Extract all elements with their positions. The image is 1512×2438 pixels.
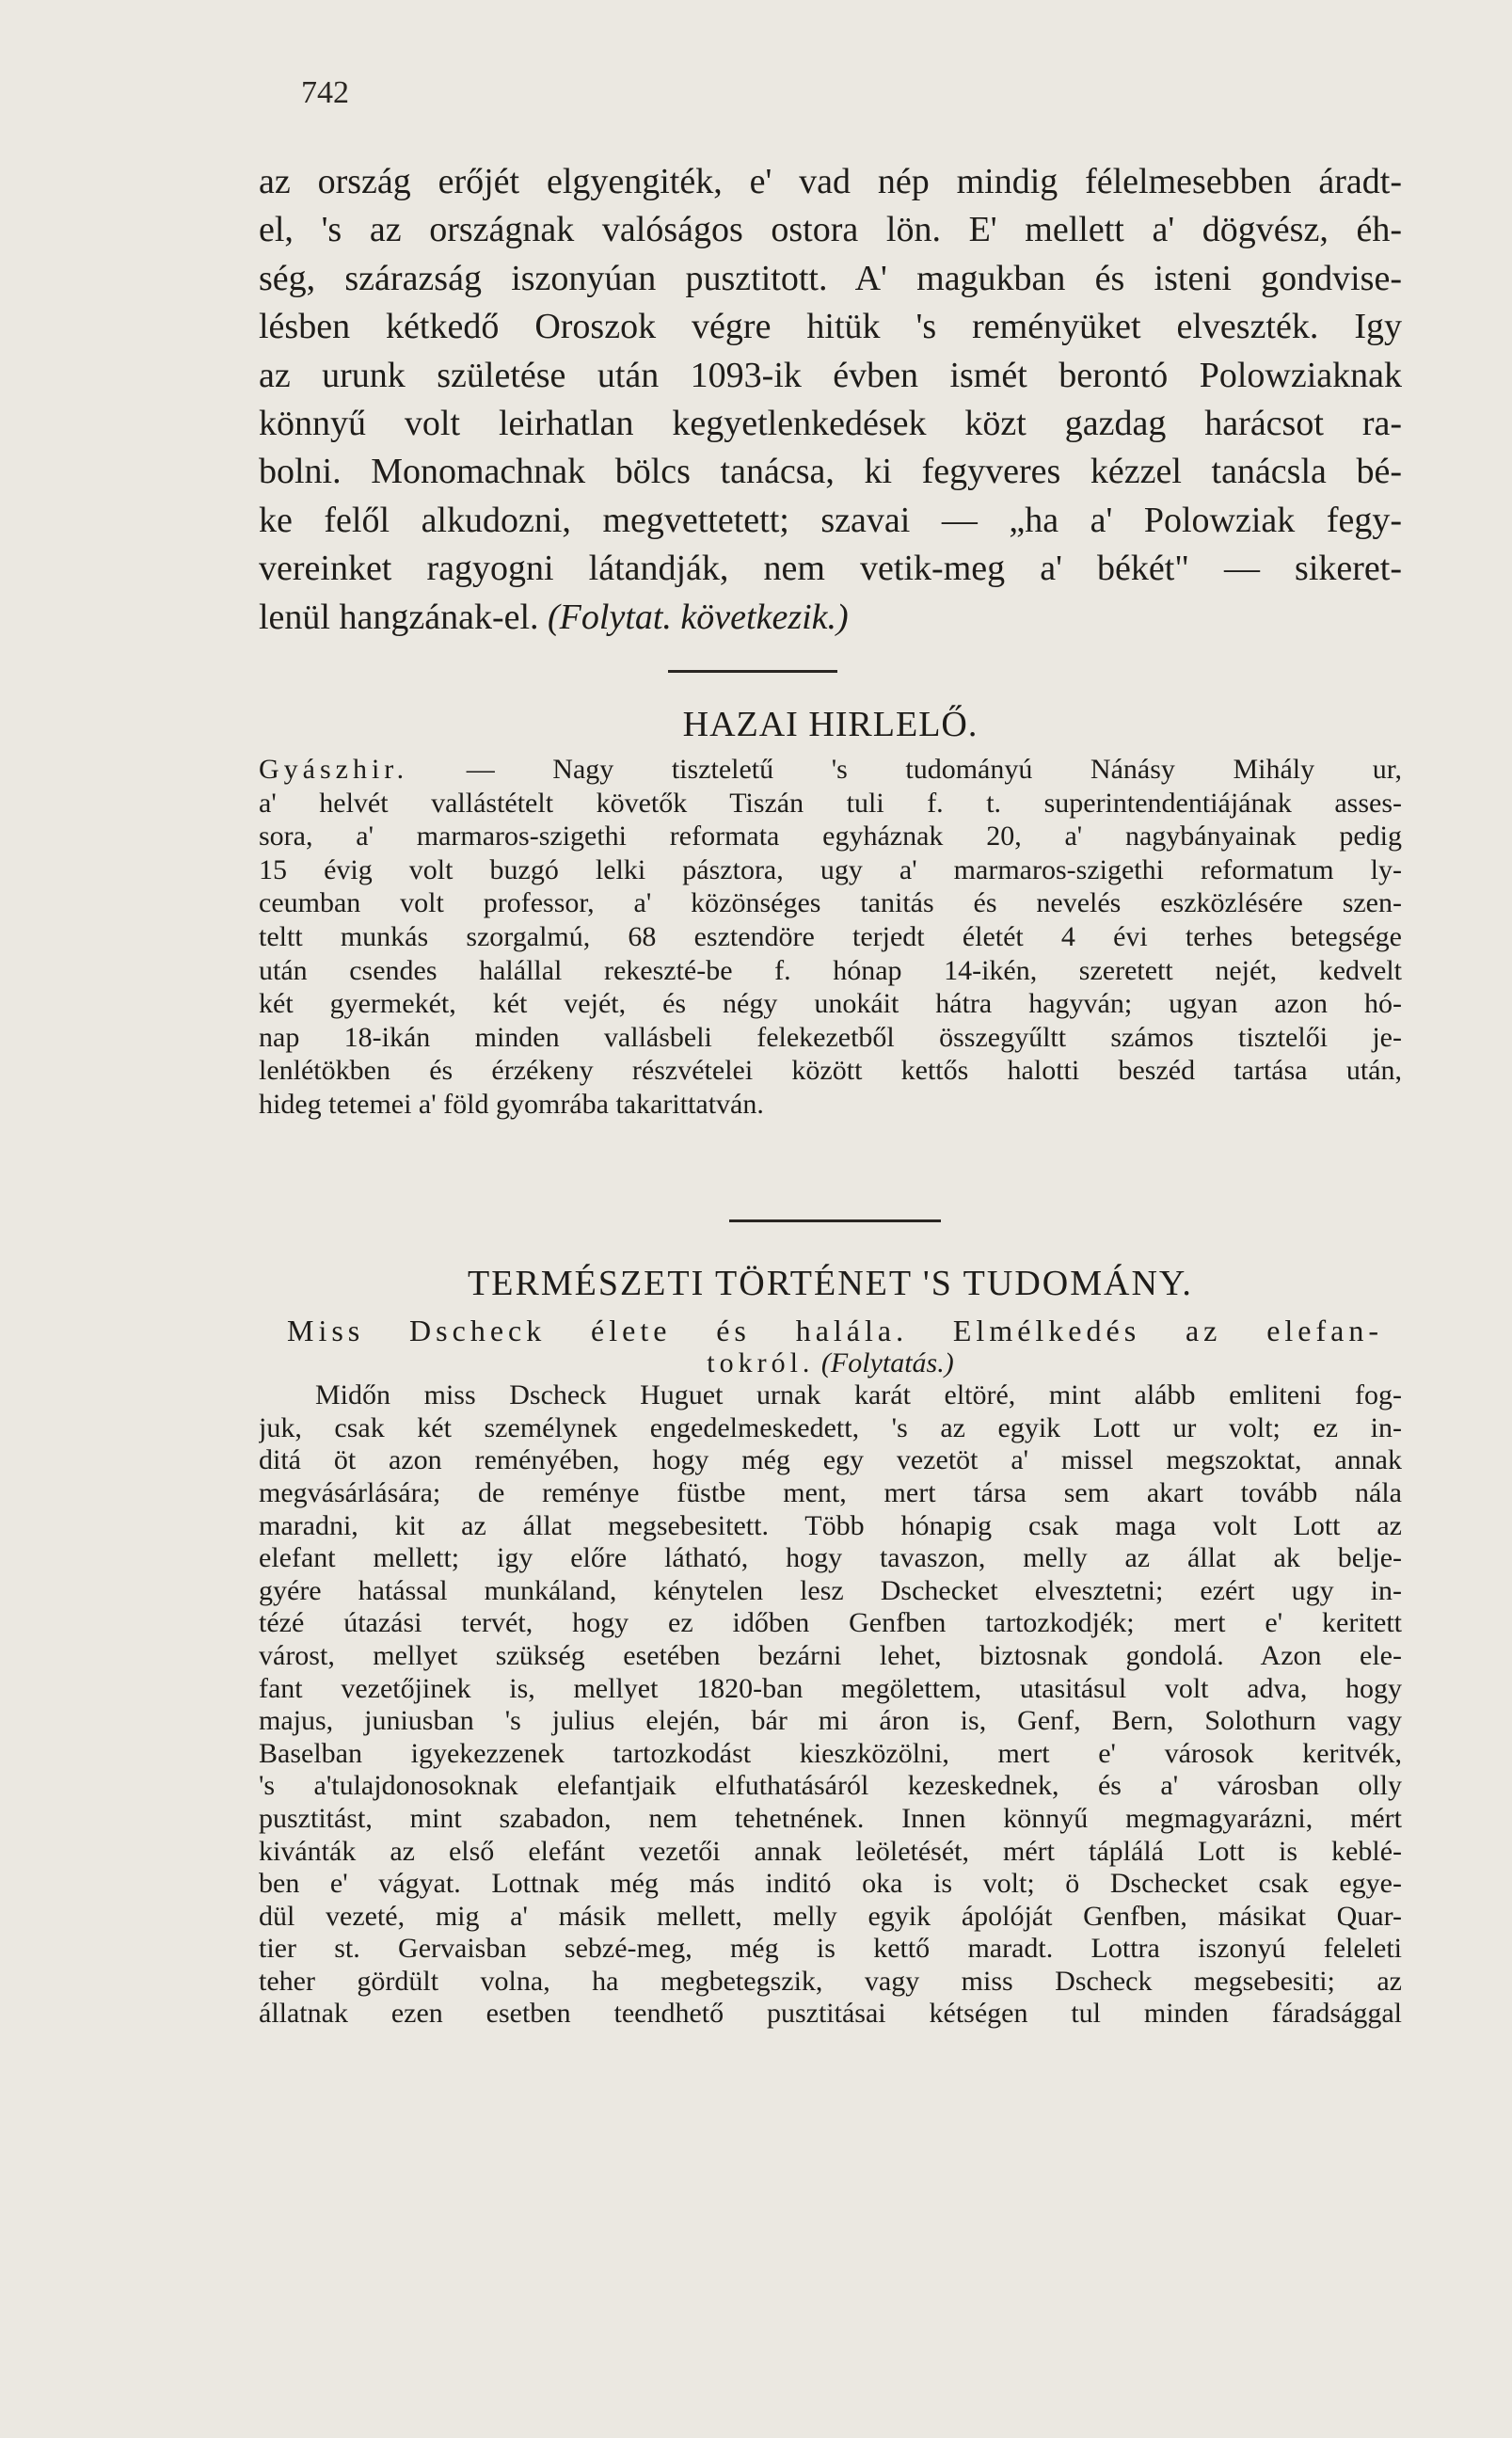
text-line: dül vezeté, mig a' másik mellett, melly egyik ápolóját Genfben, másikat Quar- — [259, 1900, 1402, 1932]
text-line: 's a'tulajdonosoknak elefantjaik elfuthatásáról kezeskednek, és a' városban olly — [259, 1770, 1402, 1802]
paragraph-history — [259, 158, 1402, 642]
text-line: gyére hatással munkáland, kénytelen lesz Dschecket elvesztetni; ezért ugy in- — [259, 1574, 1402, 1606]
text-line: ke felől alkudozni, megvettetett; szavai — „ha a' Polowziak fegy- — [259, 500, 1402, 540]
text-line: majus, juniusban 's julius elején, bár mi áron is, Genf, Bern, Solothurn vagy — [259, 1705, 1402, 1737]
text-line: ditá öt azon reményében, hogy még egy vezetöt a' missel megszoktat, annak — [259, 1444, 1402, 1476]
text-line: kivánták az első elefánt vezetői annak leöletését, mért táplálá Lott is keblé- — [259, 1835, 1402, 1867]
text-line-lead — [259, 753, 1402, 787]
text-line: állatnak ezen esetben teendhető pusztitásai kétségen tul minden fáradsággal — [259, 1998, 1402, 2030]
text-line-last — [259, 594, 1402, 642]
text-line: vereinket ragyogni látandják, nem vetik-meg a' békét" — sikeret- — [259, 549, 1402, 589]
text-line: tier st. Gervaisban sebzé-meg, még is kettő maradt. Lottra iszonyú feleleti — [259, 1933, 1402, 1965]
text-line: ceumban volt professor, a' közönséges tanitás és nevelés eszközlésére szen- — [259, 887, 1402, 919]
text-line: elefant mellett; igy előre látható, hogy tavaszon, melly az állat ak belje- — [259, 1542, 1402, 1574]
text-line: könnyű volt leirhatlan kegyetlenkedések közt gazdag harácsot ra- — [259, 404, 1402, 444]
text-line: pusztitást, mint szabadon, nem tehetnének. Innen könnyű megmagyarázni, mért — [259, 1802, 1402, 1834]
text-line: Midőn miss Dscheck Huguet urnak karát eltöré, mint alább emliteni fog- — [315, 1379, 1402, 1411]
text-line: két gyermekét, két vejét, és négy unokáit hátra hagyván; ugyan azon hó- — [259, 988, 1402, 1020]
text-line: lésben kétkedő Oroszok végre hitük 's reményüket elveszték. Igy — [259, 307, 1402, 347]
lead-word: Gyászhir. — [259, 754, 409, 785]
text-line: el, 's az országnak valóságos ostora lön. E' mellett a' dögvész, éh- — [259, 210, 1402, 250]
separator-rule — [668, 670, 837, 673]
subtitle-line-2 — [259, 1347, 1402, 1380]
paragraph-obituary — [259, 753, 1402, 1122]
text-line: nap 18-ikán minden vallásbeli felekezetből összegyűltt számos tisztelői je- — [259, 1021, 1402, 1053]
text-line: az ország erőjét elgyengiték, e' vad nép mindig félelmesebben áradt- — [259, 162, 1402, 201]
text-line: 15 évig volt buzgó lelki pásztora, ugy a' marmaros-szigethi reformatum ly- — [259, 853, 1402, 885]
subtitle-note: (Folytatás.) — [820, 1346, 954, 1378]
last-line-text: lenül hangzának-el. — [259, 597, 539, 637]
text-line: maradni, kit az állat megsebesitett. Több hónapig csak maga volt Lott az — [259, 1509, 1402, 1541]
section-heading-termeszeti: TERMÉSZETI TÖRTÉNET 'S TUDOMÁNY. — [468, 1264, 1193, 1303]
text-line: az urunk születése után 1093-ik évben ismét berontó Polowziaknak — [259, 355, 1402, 395]
page-number: 742 — [301, 75, 349, 110]
separator-rule — [729, 1219, 941, 1222]
text-line: várost, mellyet szükség esetében bezárni lehet, biztosnak gondolá. Azon ele- — [259, 1639, 1402, 1671]
text-line: juk, csak két személynek engedelmeskedett, 's az egyik Lott ur volt; ez in- — [259, 1411, 1402, 1443]
text-line: után csendes halállal rekeszté-be f. hónap 14-ikén, szeretett nejét, kedvelt — [259, 954, 1402, 986]
text-line: lenlétökben és érzékeny részvételei között kettős halotti beszéd tartása után, — [259, 1055, 1402, 1087]
section-heading-hazai-hirlelo: HAZAI HIRLELŐ. — [682, 705, 979, 744]
text-line: ség, szárazság iszonyúan pusztitott. A' magukban és isteni gondvise- — [259, 258, 1402, 298]
text-line: a' helvét vallástételt követők Tiszán tuli f. t. superintendentiájának asses- — [259, 787, 1402, 819]
text-line: teltt munkás szorgalmú, 68 esztendöre terjedt életét 4 évi terhes betegsége — [259, 920, 1402, 952]
text-line: teher gördült volna, ha megbetegszik, vagy miss Dscheck megsebesiti; az — [259, 1965, 1402, 1997]
text-line: tézé útazási tervét, hogy ez időben Genfben tartozkodjék; mert e' keritett — [259, 1607, 1402, 1639]
subtitle-word: tokról. — [707, 1346, 815, 1378]
text-line: sora, a' marmaros-szigethi reformata egyháznak 20, a' nagybányainak pedig — [259, 821, 1402, 853]
lead-rest: — Nagy tiszteletű 's tudományú Nánásy Mihály ur, — [466, 754, 1402, 785]
text-line: fant vezetőjinek is, mellyet 1820-ban megölettem, utasitásul volt adva, hogy — [259, 1672, 1402, 1704]
continued-note: (Folytat. következik.) — [548, 597, 849, 637]
text-line-last: hideg tetemei a' föld gyomrába takarittatván. — [259, 1088, 764, 1120]
text-line: ben e' vágyat. Lottnak még más inditó oka is volt; ö Dschecket csak egye- — [259, 1868, 1402, 1900]
paragraph-elephant — [259, 1315, 1402, 2031]
subtitle-line: Miss Dscheck élete és halála. Elmélkedés az elefan- — [287, 1315, 1383, 1347]
text-line: megvásárlására; de reménye füstbe ment, mert társa sem akart tovább nála — [259, 1476, 1402, 1508]
text-line: Baselban igyekezzenek tartozkodást kieszközölni, mert e' városok keritvék, — [259, 1737, 1402, 1769]
text-line: bolni. Monomachnak bölcs tanácsa, ki fegyveres kézzel tanácsla bé- — [259, 452, 1402, 492]
